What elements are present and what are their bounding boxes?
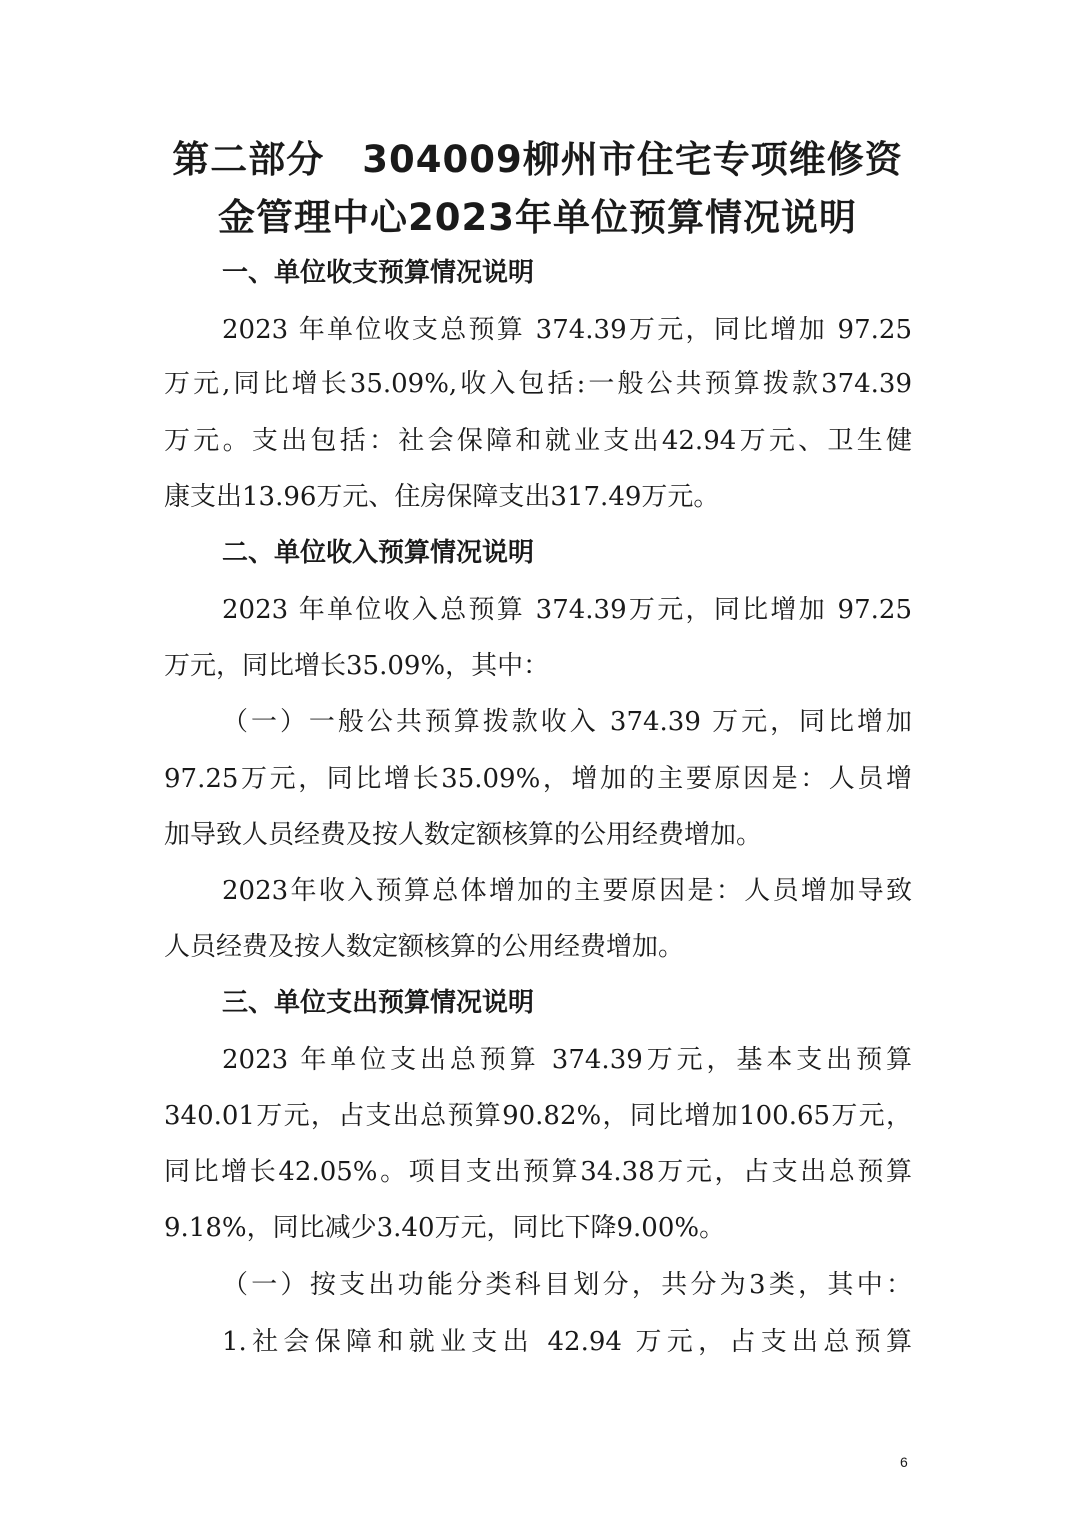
section-heading-expenditure-budget: 三、单位支出预算情况说明 — [222, 988, 535, 1018]
paragraph-line: 2023 年单位收入总预算 374.39万元，同比增加 97.25 — [222, 595, 912, 625]
paragraph-line: 万元，同比增长35.09%，其中： — [164, 651, 550, 681]
section-heading-budget-overview: 一、单位收支预算情况说明 — [222, 258, 535, 288]
paragraph-line: 加导致人员经费及按人数定额核算的公用经费增加。 — [164, 820, 763, 850]
paragraph-line: 97.25万元，同比增长35.09%，增加的主要原因是：人员增 — [164, 764, 912, 794]
paragraph-line: 2023 年单位收支总预算 374.39万元，同比增加 97.25 — [222, 315, 912, 345]
page-number: 6 — [900, 1454, 908, 1470]
paragraph-line: 康支出13.96万元、住房保障支出317.49万元。 — [164, 482, 720, 512]
paragraph-line: 万元,同比增长35.09%,收入包括:一般公共预算拨款374.39 — [164, 369, 912, 399]
paragraph-line: 万元。支出包括：社会保障和就业支出42.94万元、卫生健 — [164, 426, 912, 456]
paragraph-line: 340.01万元，占支出总预算90.82%，同比增加100.65万元， — [164, 1101, 912, 1131]
section-heading-income-budget: 二、单位收入预算情况说明 — [222, 538, 535, 568]
paragraph-line: （一）一般公共预算拨款收入 374.39 万元，同比增加 — [222, 707, 912, 737]
paragraph-line: 2023 年单位支出总预算 374.39万元，基本支出预算 — [222, 1045, 912, 1075]
paragraph-line: 1.社会保障和就业支出 42.94 万元，占支出总预算 — [222, 1327, 912, 1357]
paragraph-line: （一）按支出功能分类科目划分，共分为3类，其中： — [222, 1270, 912, 1300]
paragraph-line: 人员经费及按人数定额核算的公用经费增加。 — [164, 932, 685, 962]
paragraph-line: 同比增长42.05%。项目支出预算34.38万元，占支出总预算 — [164, 1157, 912, 1187]
document-title-line-1: 第二部分 304009柳州市住宅专项维修资 — [172, 138, 903, 181]
document-title-line-2: 金管理中心2023年单位预算情况说明 — [218, 196, 857, 239]
paragraph-line: 9.18%，同比减少3.40万元，同比下降9.00%。 — [164, 1213, 726, 1243]
paragraph-line: 2023年收入预算总体增加的主要原因是：人员增加导致 — [222, 876, 912, 906]
